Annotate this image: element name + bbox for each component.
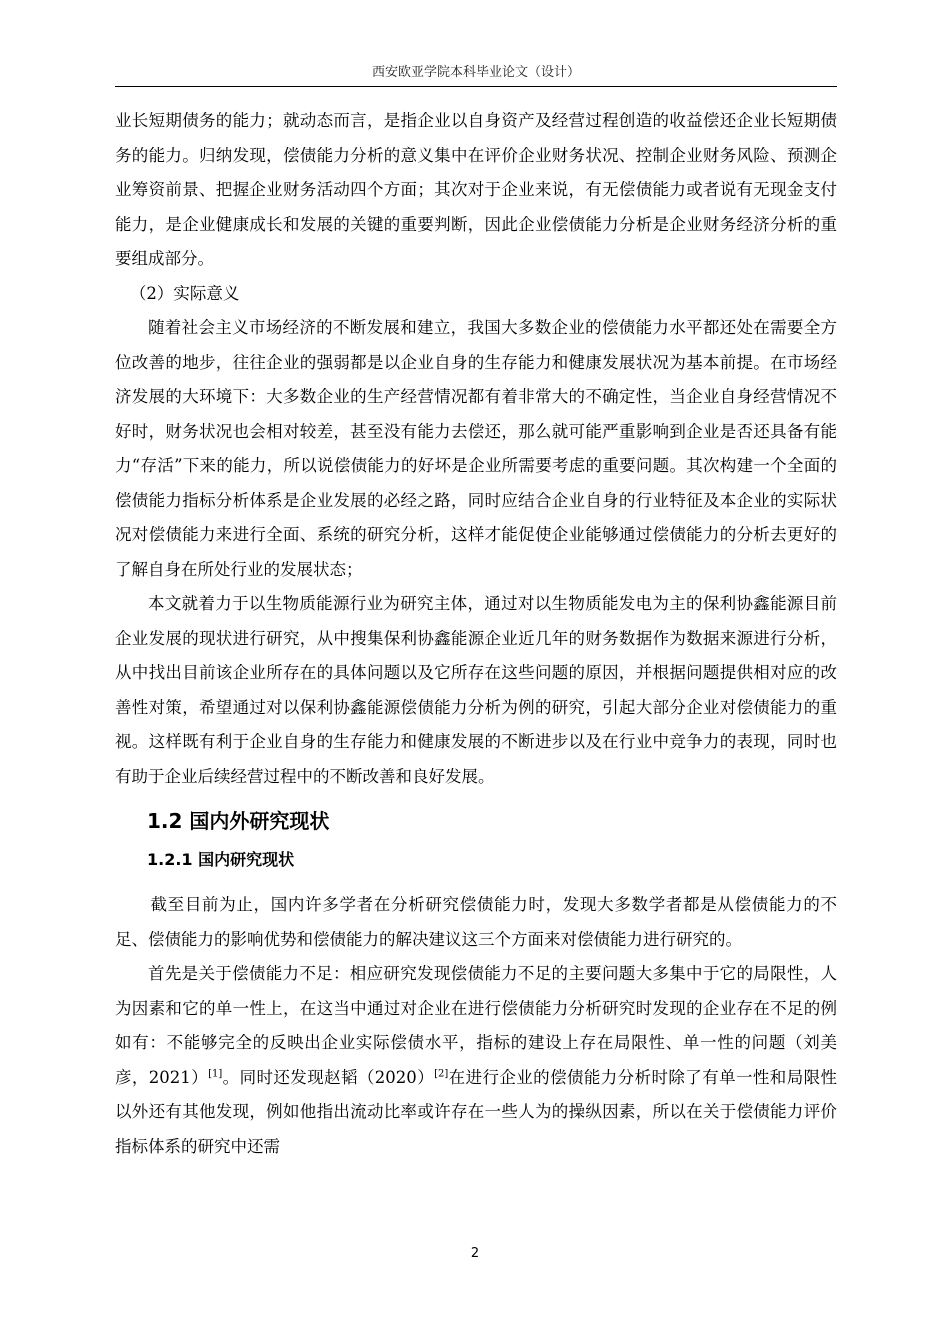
paragraph-5 bbox=[115, 957, 837, 1164]
subheading-practical-significance: （2）实际意义 bbox=[129, 283, 240, 303]
citation-2: [2] bbox=[434, 1068, 449, 1079]
paragraph-5-part-2: 。同时还发现赵韬（2020） bbox=[222, 1067, 435, 1087]
header-divider bbox=[115, 86, 837, 87]
paragraph-1: 业长短期债务的能力；就动态而言，是指企业以自身资产及经营过程创造的收益偿还企业长短期债务的能力。归纳发现，偿债能力分析的意义集中在评价企业财务状况、控制企业财务风险、预测企业筹资前景、把握企业财务活动四个方面；其次对于企业来说，有无偿债能力或者说有无现金支付能力，是企业健康成长和发展的关键的重要判断，因此企业偿债能力分析是企业财务经济分析的重要组成部分。 bbox=[115, 111, 837, 268]
subsection-heading: 1.2.1 国内研究现状 bbox=[147, 850, 295, 869]
body-text bbox=[115, 104, 837, 1164]
paragraph-3: 本文就着力于以生物质能源行业为研究主体，通过对以生物质能发电为主的保利协鑫能源目前企业发展的现状进行研究，从中搜集保利协鑫能源企业近几年的财务数据作为数据来源进行分析，从中找出目前该企业所存在的具体问题以及它所存在这些问题的原因，并根据问题提供相对应的改善性对策，希望通过对以保利协鑫能源偿债能力分析为例的研究，引起大部分企业对偿债能力的重视。这样既有利于企业自身的生存能力和健康发展的不断进步以及在行业中竞争力的表现，同时也有助于企业后续经营过程中的不断改善和良好发展。 bbox=[115, 594, 837, 786]
page-number: 2 bbox=[470, 1246, 480, 1261]
paragraph-5-part-3: 在进行企业的偿债能力分析时除了有单一性和局限性以外还有其他发现，例如他指出流动比率或许存在一些人为的操纵因素，所以在关于偿债能力评价指标体系的研究中还需 bbox=[115, 1067, 837, 1156]
paragraph-5-part-1: 首先是关于偿债能力不足：相应研究发现偿债能力不足的主要问题大多集中于它的局限性，人为因素和它的单一性上，在这当中通过对企业在进行偿债能力分析研究时发现的企业存在不足的例如有：不能够完全的反映出企业实际偿债水平，指标的建设上存在局限性、单一性的问题（刘美彦，2021） bbox=[115, 964, 837, 1087]
paragraph-2: 随着社会主义市场经济的不断发展和建立，我国大多数企业的偿债能力水平都还处在需要全方位改善的地步，往往企业的强弱都是以企业自身的生存能力和健康发展状况为基本前提。在市场经济发展的大环境下：大多数企业的生产经营情况都有着非常大的不确定性，当企业自身经营情况不好时，财务状况也会相对较差，甚至没有能力去偿还，那么就可能严重影响到企业是否还具备有能力“存活”下来的能力，所以说偿债能力的好坏是企业所需要考虑的重要问题。其次构建一个全面的偿债能力指标分析体系是企业发展的必经之路，同时应结合企业自身的行业特征及本企业的实际状况对偿债能力来进行全面、系统的研究分析，这样才能促使企业能够通过偿债能力的分析去更好的了解自身在所处行业的发展状态； bbox=[115, 318, 837, 579]
page-header: 西安欧亚学院本科毕业论文（设计） bbox=[371, 65, 580, 80]
section-heading: 1.2 国内外研究现状 bbox=[147, 809, 330, 833]
citation-1: [1] bbox=[208, 1068, 223, 1079]
paragraph-4: 截至目前为止，国内许多学者在分析研究偿债能力时，发现大多数学者都是从偿债能力的不足、偿债能力的影响优势和偿债能力的解决建议这三个方面来对偿债能力进行研究的。 bbox=[115, 895, 837, 949]
